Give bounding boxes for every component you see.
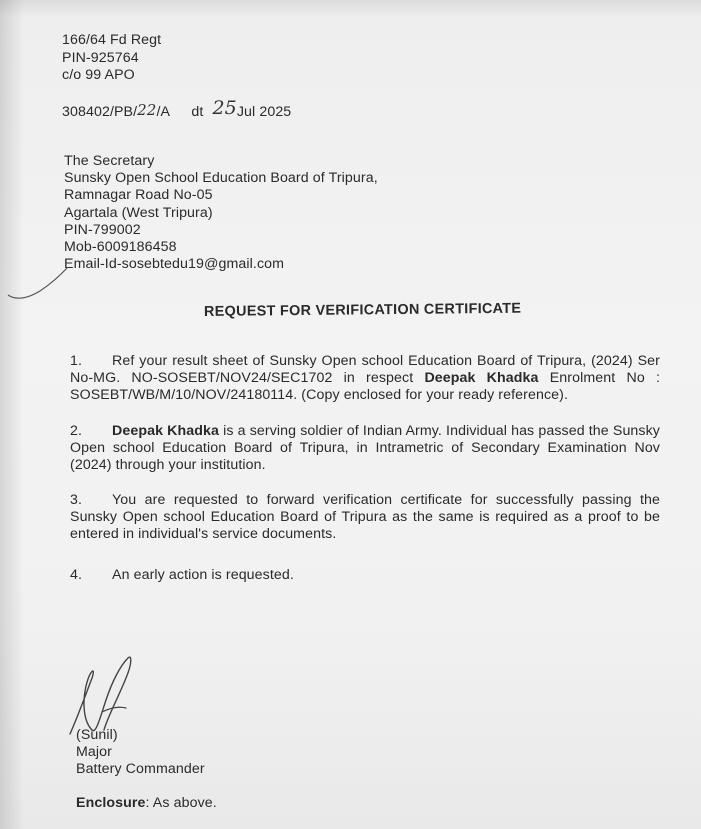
date-rest: Jul 2025: [236, 104, 292, 120]
enclosure-label: Enclosure: [76, 795, 146, 811]
page-shadow-left: [0, 0, 24, 829]
reference-number: 308402/PB/: [62, 104, 138, 120]
subject-heading: REQUEST FOR VERIFICATION CERTIFICATE: [203, 300, 522, 320]
pen-stroke-mark: [0, 255, 80, 305]
page-shadow-top: [0, 0, 701, 18]
recipient-mobile: Mob-6009186458: [64, 239, 177, 255]
recipient-road: Ramnagar Road No-05: [64, 187, 213, 203]
enclosure-line: [76, 795, 217, 811]
paragraph-4-number: 4.: [70, 567, 83, 583]
date-prefix: dt: [191, 104, 204, 120]
signatory-name: (Sunil): [76, 727, 118, 743]
paragraph-3: [70, 492, 660, 543]
paragraph-2-text: is a serving soldier of Indian Army. Individual has passed the Sunsky Open school Education Board of Tripura, in Intrametric of Secondary Examination Nov (2024) through your institution.: [70, 423, 661, 473]
sender-pin: PIN-925764: [62, 50, 139, 66]
reference-suffix: /A: [156, 104, 170, 120]
paragraph-1: [70, 353, 660, 404]
paragraph-4-text: An early action is requested.: [112, 567, 294, 583]
paragraph-3-number: 3.: [70, 492, 83, 508]
signatory-rank: Major: [76, 744, 112, 760]
recipient-city: Agartala (West Tripura): [64, 205, 213, 221]
paragraph-1-name: Deepak Khadka: [424, 370, 539, 386]
paragraph-2: [70, 423, 660, 474]
sender-unit: 166/64 Fd Regt: [62, 32, 162, 48]
recipient-email: Email-Id-sosebtedu19@gmail.com: [64, 256, 285, 272]
paragraph-1-text-a: Ref your result sheet of Sunsky Open school Education Board of Tripura, (2024) Ser No-MG. NO-SOSEBT/NOV24/SEC1702 in respect: [70, 353, 660, 386]
paragraph-1-text-b: Enrolment No : SOSEBT/WB/M/10/NOV/24180114. (Copy enclosed for your ready reference).: [70, 370, 661, 403]
paragraph-2-name: Deepak Khadka: [112, 423, 220, 439]
enclosure-value: : As above.: [145, 795, 217, 811]
sender-apo: c/o 99 APO: [62, 67, 135, 83]
paragraph-2-number: 2.: [70, 423, 83, 439]
recipient-pin: PIN-799002: [64, 222, 141, 238]
paragraph-1-number: 1.: [70, 353, 83, 369]
paragraph-3-text: You are requested to forward verification certificate for successfully passing the Sunsky Open school Education Board of Tripura as the same is required as a proof to be entered in individual's service documents.: [70, 492, 660, 542]
handwritten-day: 25: [212, 97, 237, 119]
recipient-title: The Secretary: [64, 153, 155, 169]
paragraph-4: [70, 567, 660, 584]
recipient-org: Sunsky Open School Education Board of Tripura,: [64, 170, 378, 186]
handwritten-ref: 22: [137, 101, 157, 119]
signatory-appointment: Battery Commander: [76, 761, 205, 777]
reference-line: [62, 99, 291, 121]
